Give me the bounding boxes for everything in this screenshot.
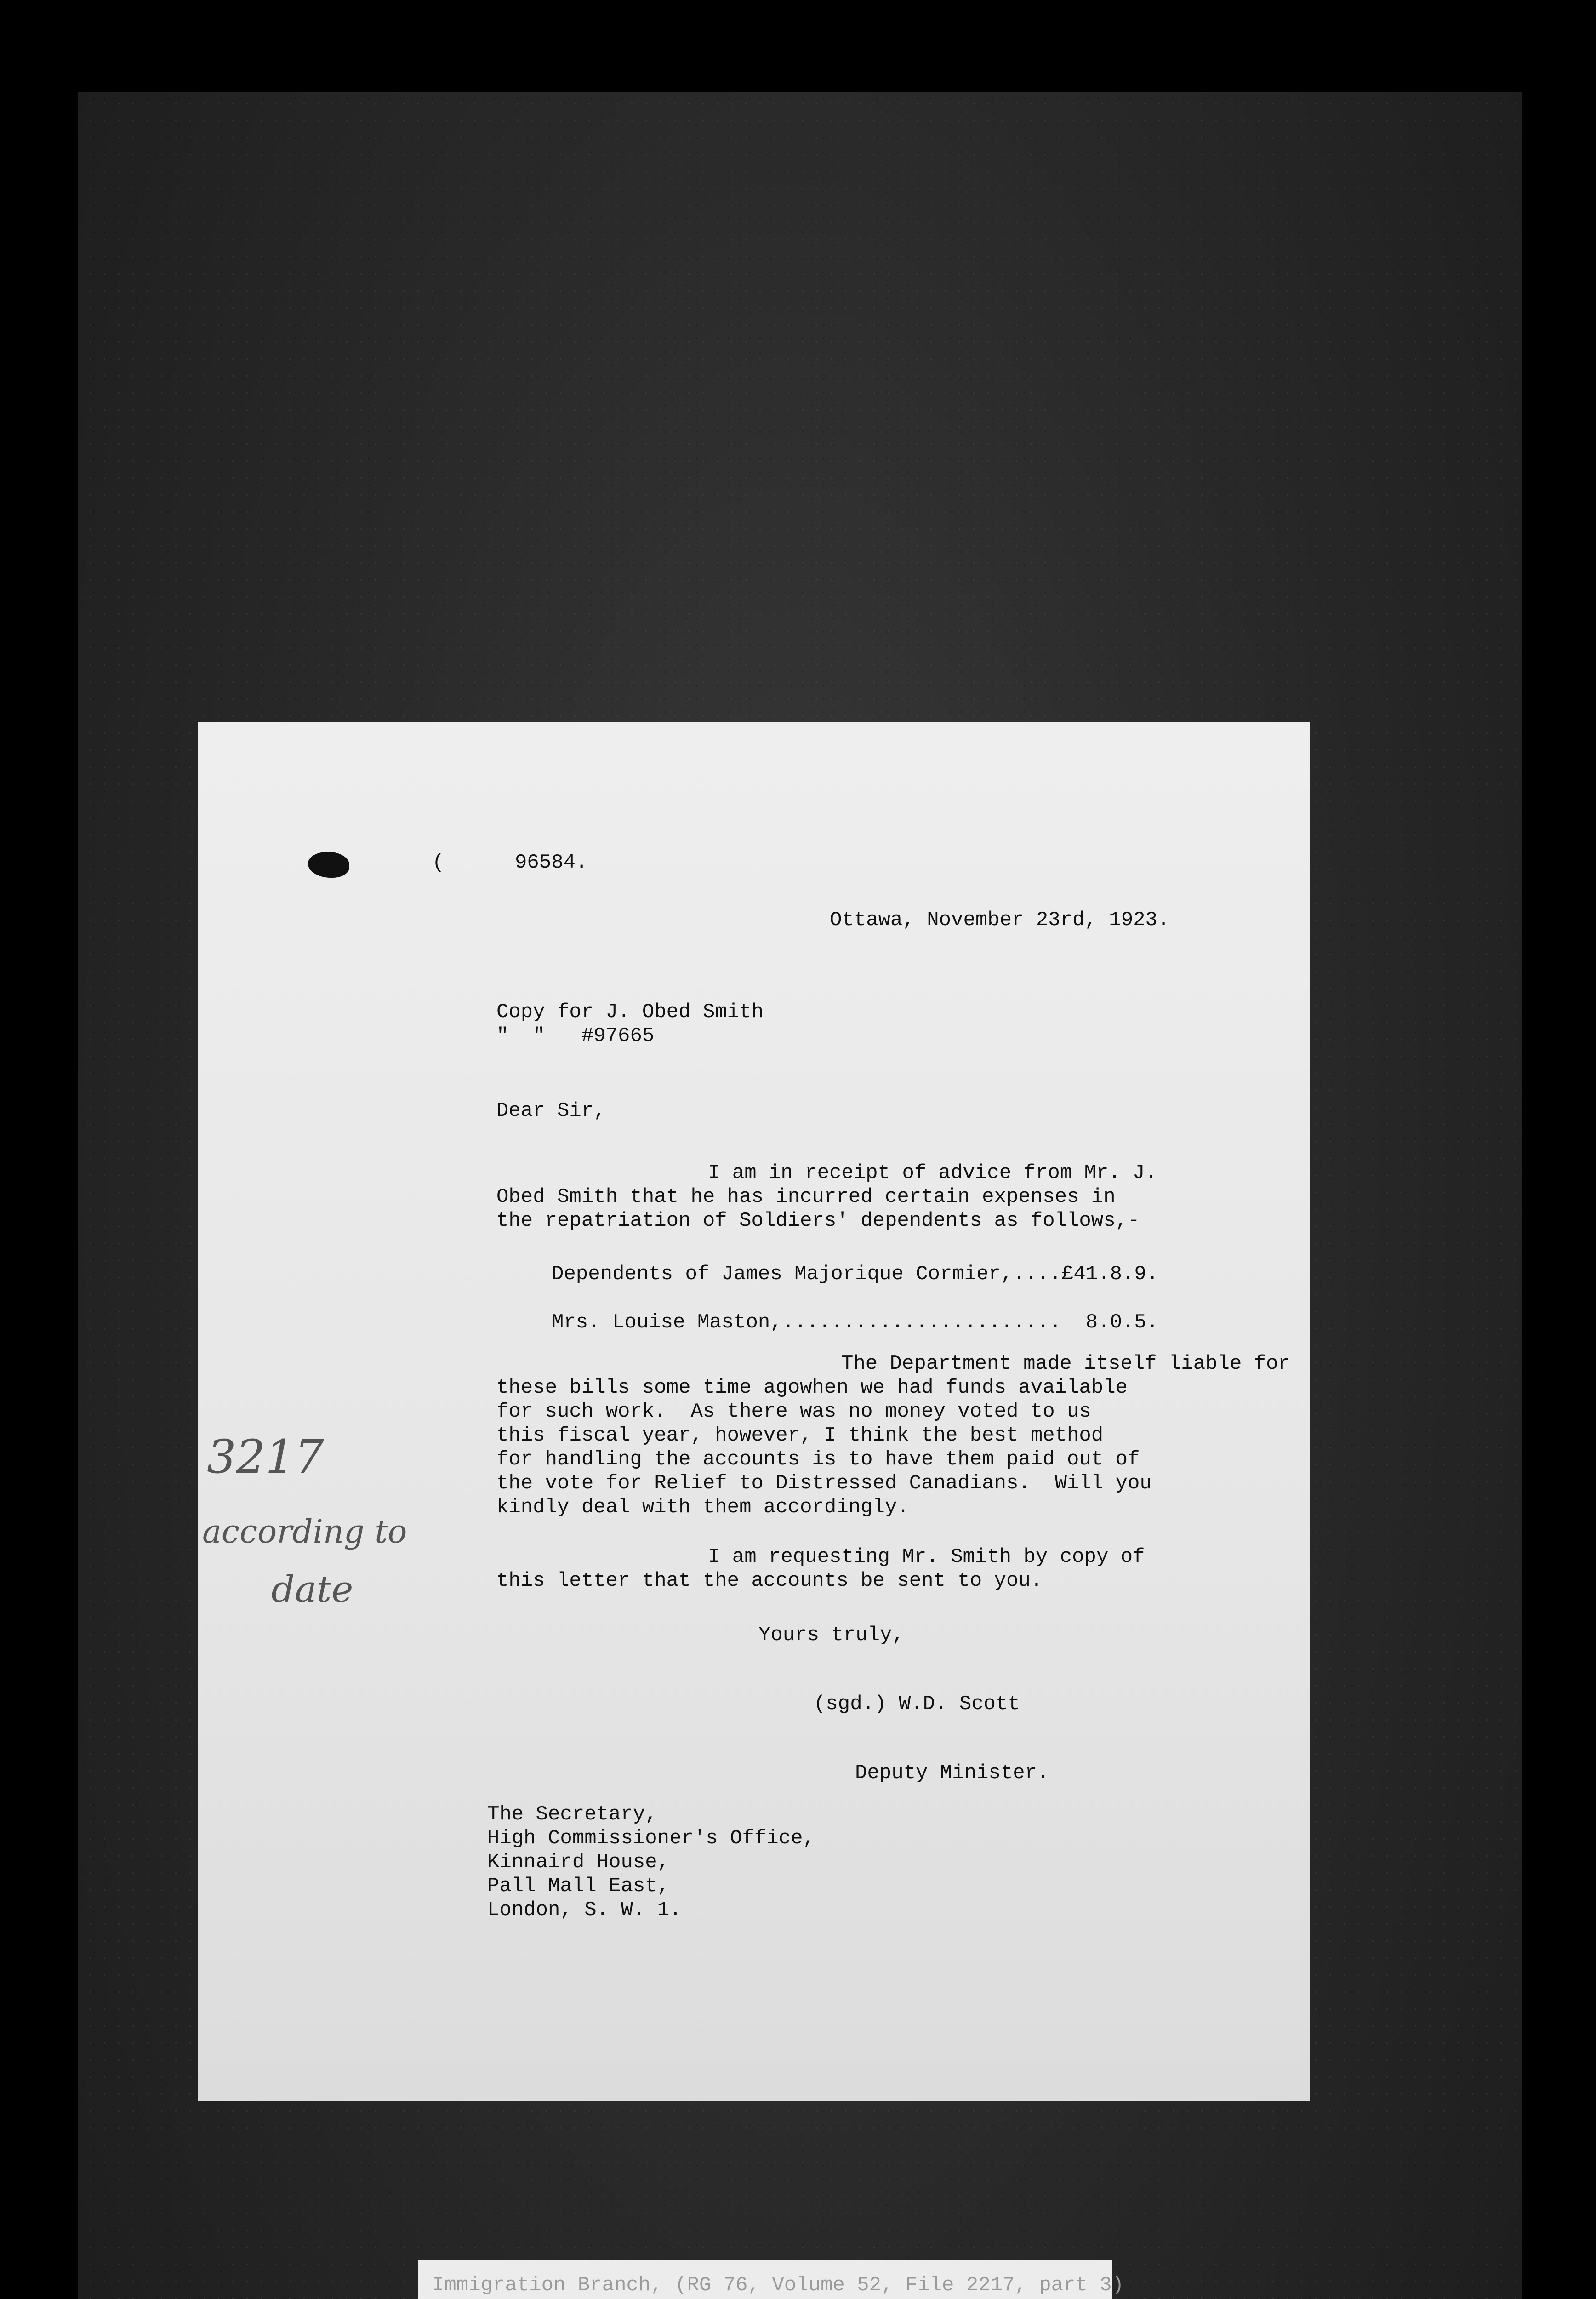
archive-caption: Immigration Branch, (RG 76, Volume 52, File 2217, part 3) (432, 2274, 1124, 2297)
address-line-5: London, S. W. 1. (487, 1899, 682, 1922)
closing: Yours truly, (758, 1624, 904, 1647)
para2-line-1: The Department made itself liable for (841, 1352, 1290, 1375)
file-prefix: ( (432, 851, 445, 874)
para1-line-3: the repatriation of Soldiers' dependents as follows,- (496, 1209, 1140, 1232)
salutation: Dear Sir, (496, 1099, 606, 1122)
letter-page (198, 722, 1310, 2101)
para2-line-3: for such work. As there was no money voted to us (496, 1400, 1091, 1423)
para3-line-1: I am requesting Mr. Smith by copy of (708, 1545, 1145, 1568)
para2-line-5: for handling the accounts is to have them paid out of (496, 1448, 1140, 1471)
ink-blot (308, 852, 349, 878)
para3-line-2: this letter that the accounts be sent to you. (496, 1569, 1043, 1592)
margin-note-date: date (271, 1568, 353, 1611)
para2-line-2: these bills some time agowhen we had funds available (496, 1376, 1128, 1399)
copy-line-2: " " #97665 (496, 1024, 655, 1047)
address-line-4: Pall Mall East, (487, 1875, 670, 1898)
expense-item-2: Mrs. Louise Maston,....................... 8.0.5. (552, 1311, 1159, 1334)
file-number: 96584. (515, 851, 588, 874)
para2-line-6: the vote for Relief to Distressed Canadians. Will you (496, 1472, 1152, 1495)
address-line-2: High Commissioner's Office, (487, 1827, 815, 1850)
copy-line-1: Copy for J. Obed Smith (496, 1001, 764, 1024)
dateline: Ottawa, November 23rd, 1923. (830, 909, 1170, 932)
para2-line-4: this fiscal year, however, I think the best method (496, 1424, 1104, 1447)
caption-strip (418, 2260, 1124, 2299)
signature: (sgd.) W.D. Scott (814, 1693, 1020, 1716)
para1-line-2: Obed Smith that he has incurred certain expenses in (496, 1185, 1116, 1208)
margin-note-number: 3217 (207, 1430, 324, 1484)
address-line-3: Kinnaird House, (487, 1851, 670, 1874)
signatory-title: Deputy Minister. (855, 1761, 1049, 1784)
expense-item-1: Dependents of James Majorique Cormier,....£41.8.9. (552, 1263, 1159, 1286)
margin-note-according: according to (202, 1513, 407, 1550)
para1-line-1: I am in receipt of advice from Mr. J. (708, 1161, 1157, 1184)
para2-line-7: kindly deal with them accordingly. (496, 1496, 909, 1519)
address-line-1: The Secretary, (487, 1803, 657, 1826)
